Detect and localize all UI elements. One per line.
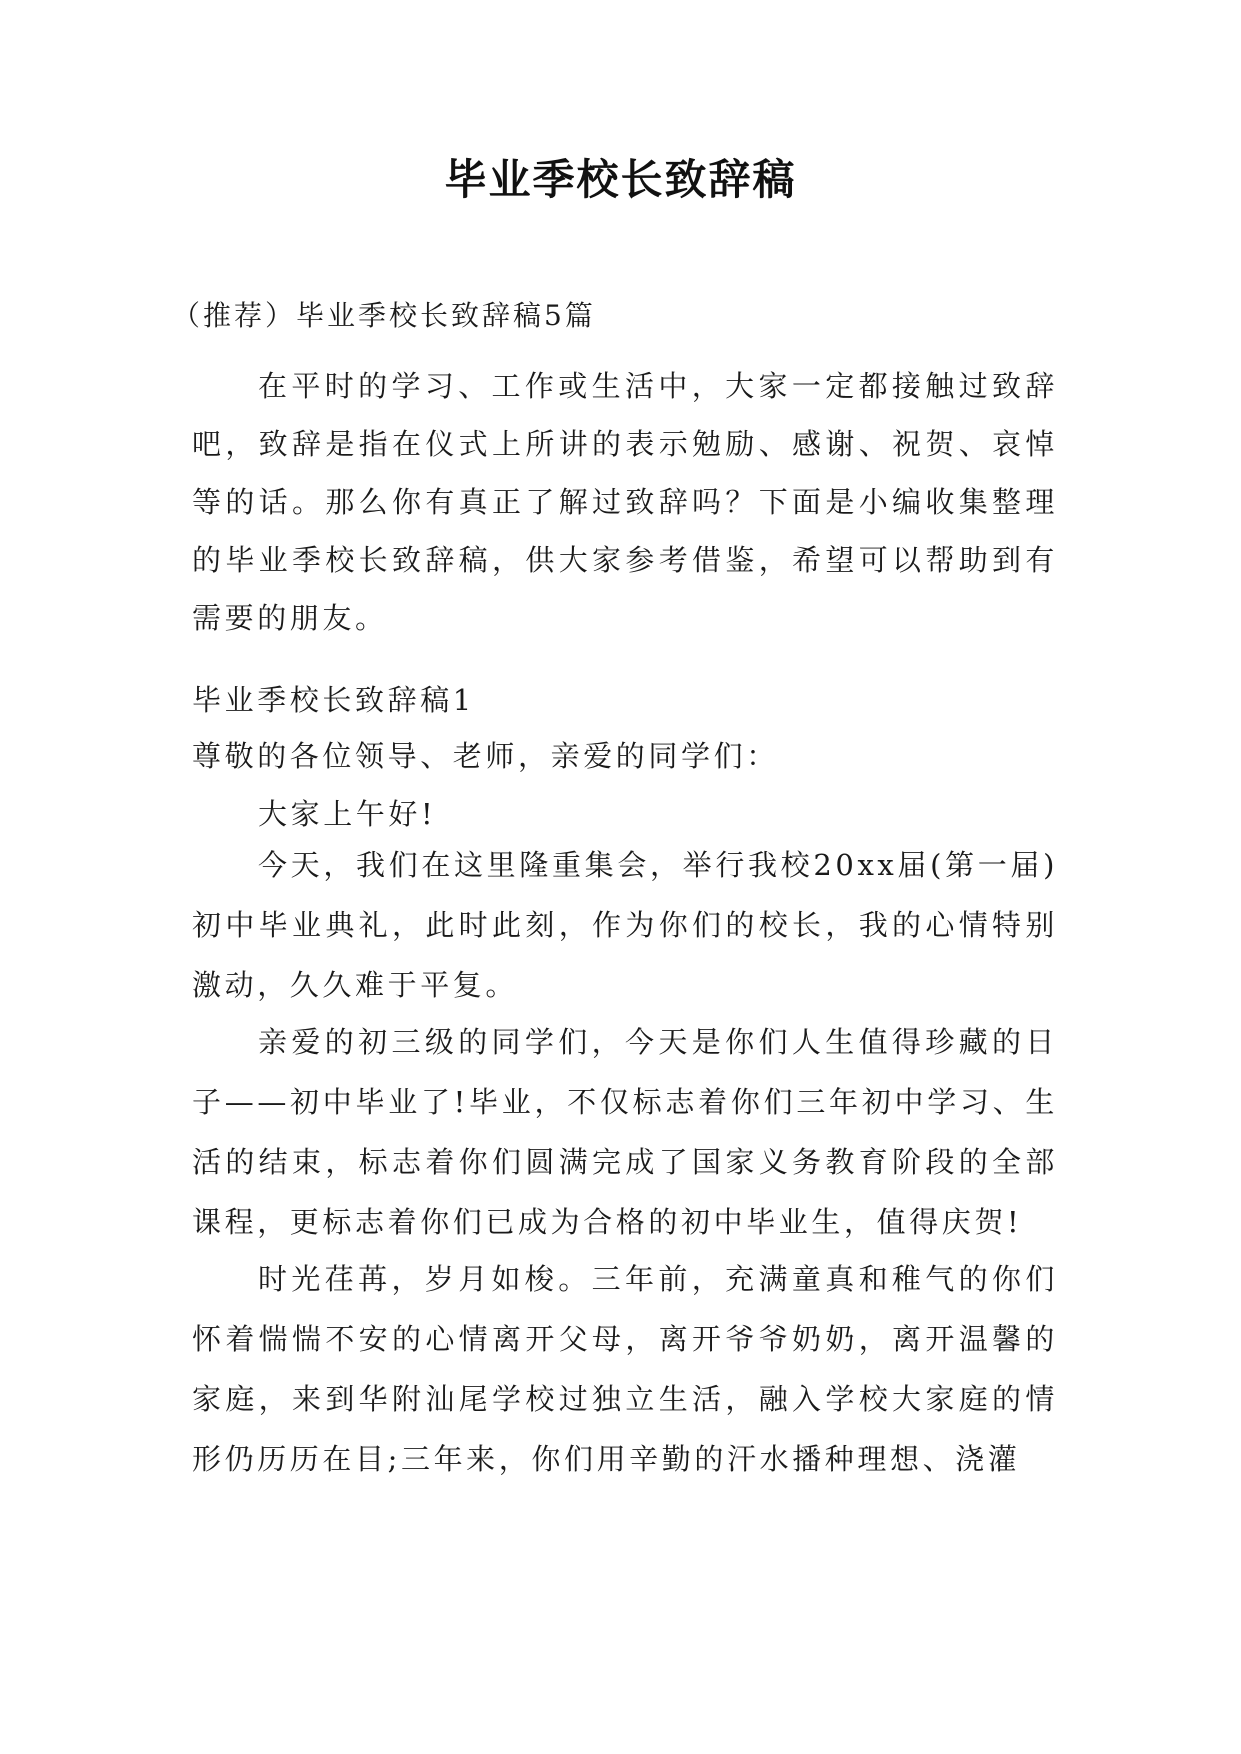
document-title: 毕业季校长致辞稿 [444, 155, 797, 204]
salutation: 尊敬的各位领导、老师，亲爱的同学们： [192, 739, 779, 773]
section-heading: 毕业季校长致辞稿1 [192, 683, 475, 717]
body-paragraph-1: 今天，我们在这里隆重集会，举行我校20xx届(第一届)初中毕业典礼，此时此刻，作为你们的校长，我的心情特别激动，久久难于平复。 [192, 848, 1058, 1002]
body-paragraph-3: 时光荏苒，岁月如梭。三年前，充满童真和稚气的你们怀着惴惴不安的心情离开父母，离开爷爷奶奶，离开温馨的家庭，来到华附汕尾学校过独立生活，融入学校大家庭的情形仍历历在目;三年来，你们用辛勤的汗水播种理想、浇灌 [192, 1262, 1058, 1476]
intro-paragraph: 在平时的学习、工作或生活中，大家一定都接触过致辞吧，致辞是指在仪式上所讲的表示勉励、感谢、祝贺、哀悼等的话。那么你有真正了解过致辞吗？下面是小编收集整理的毕业季校长致辞稿，供大家参考借鉴，希望可以帮助到有需要的朋友。 [192, 369, 1058, 635]
greeting: 大家上午好! [258, 797, 437, 831]
body-paragraph-2: 亲爱的初三级的同学们，今天是你们人生值得珍藏的日子——初中毕业了!毕业，不仅标志着你们三年初中学习、生活的结束，标志着你们圆满完成了国家义务教育阶段的全部课程，更标志着你们已成为合格的初中毕业生，值得庆贺! [192, 1025, 1058, 1239]
document-subtitle: （推荐）毕业季校长致辞稿5篇 [172, 299, 596, 332]
